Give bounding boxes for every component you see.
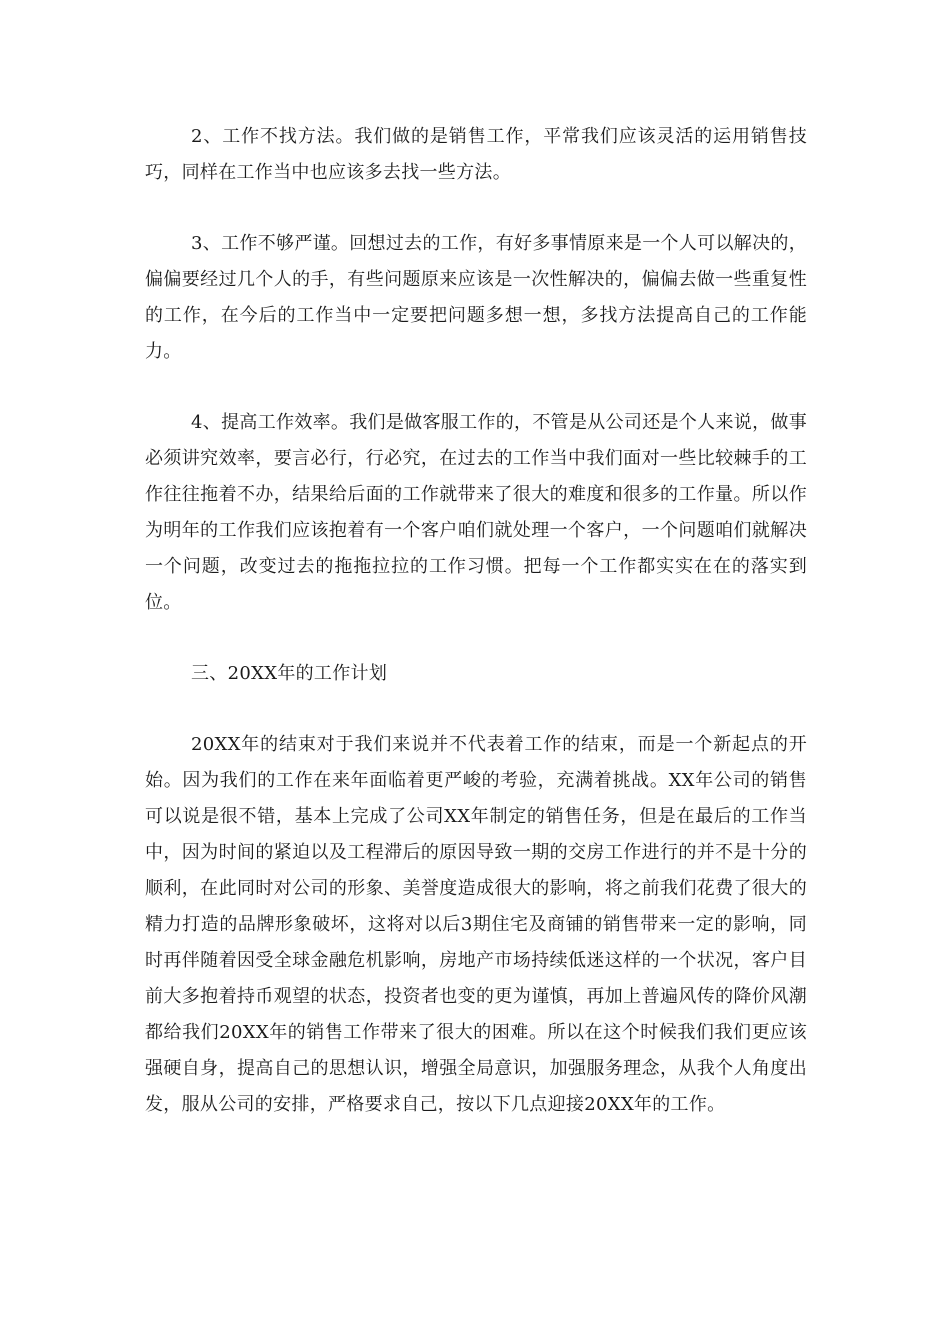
paragraph-gap <box>145 621 807 656</box>
paragraph-gap <box>145 692 807 727</box>
document-body <box>145 119 807 1123</box>
paragraph-plan: 20XX年的结束对于我们来说并不代表着工作的结束，而是一个新起点的开始。因为我们的工作在来年面临着更严峻的考验，充满着挑战。XX年公司的销售可以说是很不错，基本上完成了公司XX年制定的销售任务，但是在最后的工作当中，因为时间的紧迫以及工程滞后的原因导致一期的交房工作进行的并不是十分的顺利，在此同时对公司的形象、美誉度造成很大的影响，将之前我们花费了很大的精力打造的品牌形象破坏，这将对以后3期住宅及商铺的销售带来一定的影响，同时再伴随着因受全球金融危机影响，房地产市场持续低迷这样的一个状况，客户目前大多抱着持币观望的状态，投资者也变的更为谨慎，再加上普遍风传的降价风潮都给我们20XX年的销售工作带来了很大的困难。所以在这个时候我们我们更应该强硬自身，提高自己的思想认识，增强全局意识，加强服务理念，从我个人角度出发，服从公司的安排，严格要求自己，按以下几点迎接20XX年的工作。 <box>145 734 807 1115</box>
paragraph-point-3: 3、工作不够严谨。回想过去的工作，有好多事情原来是一个人可以解决的，偏偏要经过几个人的手，有些问题原来应该是一次性解决的，偏偏去做一些重复性的工作，在今后的工作当中一定要把问题多想一想，多找方法提高自己的工作能力。 <box>145 233 807 362</box>
section-heading: 三、20XX年的工作计划 <box>191 663 388 684</box>
paragraph-gap <box>145 370 807 405</box>
paragraph-gap <box>145 191 807 226</box>
paragraph-point-4: 4、提高工作效率。我们是做客服工作的，不管是从公司还是个人来说，做事必须讲究效率，要言必行，行必究，在过去的工作当中我们面对一些比较棘手的工作往往拖着不办，结果给后面的工作就带来了很大的难度和很多的工作量。所以作为明年的工作我们应该抱着有一个客户咱们就处理一个客户，一个问题咱们就解决一个问题，改变过去的拖拖拉拉的工作习惯。把每一个工作都实实在在的落实到位。 <box>145 412 807 613</box>
paragraph-point-2: 2、工作不找方法。我们做的是销售工作，平常我们应该灵活的运用销售技巧，同样在工作当中也应该多去找一些方法。 <box>145 126 807 183</box>
